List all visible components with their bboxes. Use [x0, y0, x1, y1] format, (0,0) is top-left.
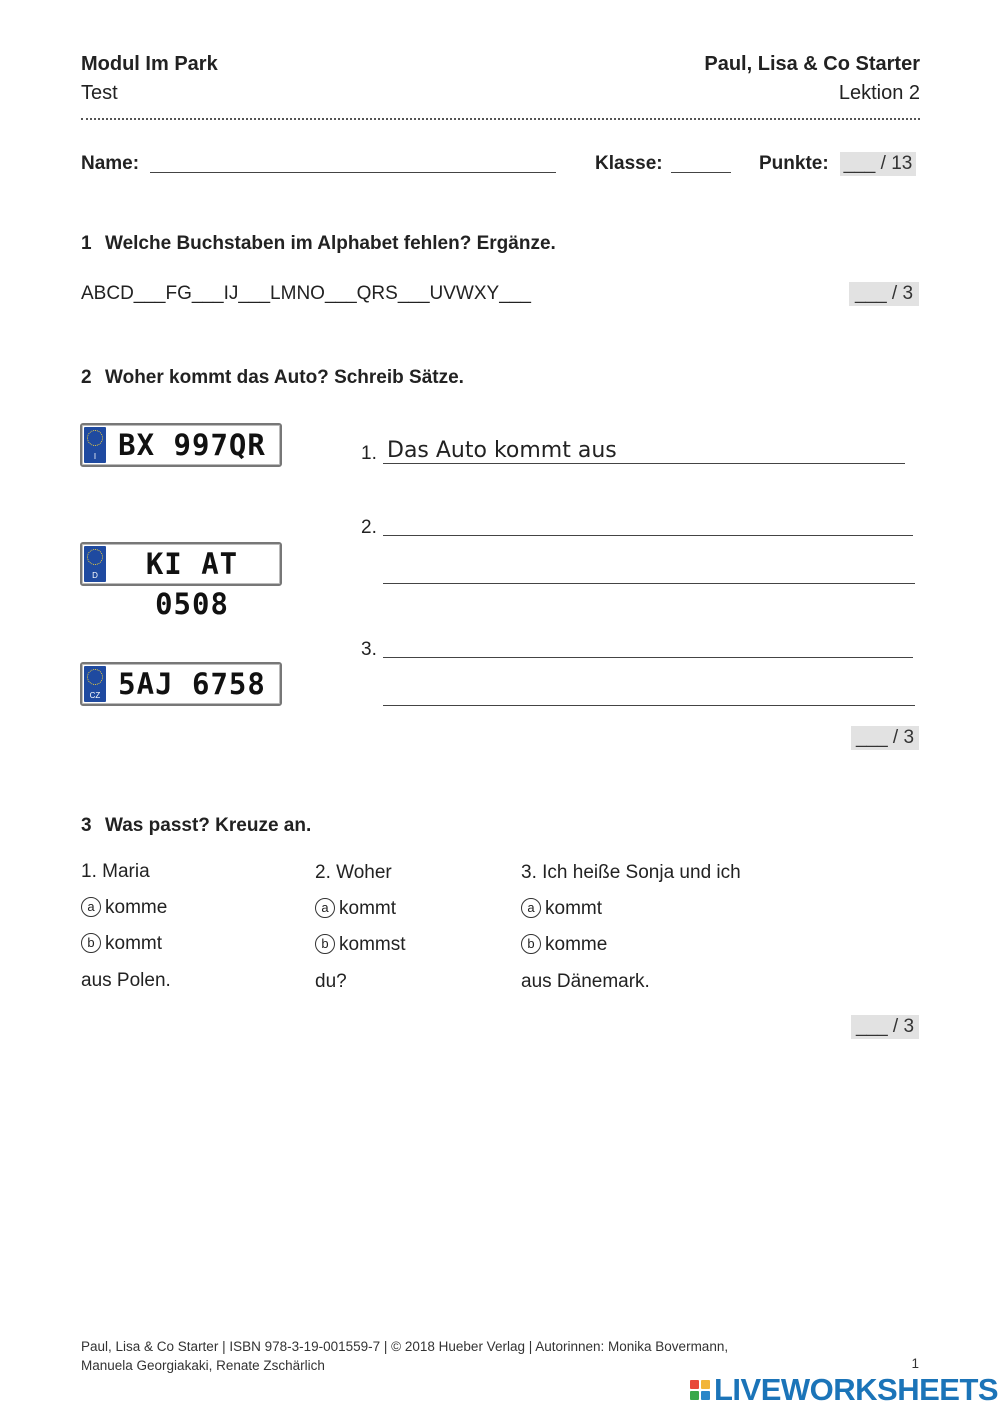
q2-answer-line-2a[interactable]	[383, 535, 913, 536]
license-plate-czech	[80, 662, 282, 706]
q3-stem-3: 3. Ich heiße Sonja und ich	[521, 862, 741, 883]
q2-title	[81, 367, 464, 389]
copyright-footer	[81, 1337, 801, 1375]
q1-title	[81, 233, 556, 255]
doc-type: Test	[81, 82, 118, 104]
q2-answer-line-3a[interactable]	[383, 657, 913, 658]
lesson-label: Lektion 2	[838, 82, 920, 104]
page-number: 1	[911, 1356, 919, 1371]
q3-text: Was passt? Kreuze an.	[105, 815, 312, 836]
name-label: Name:	[81, 153, 140, 174]
q2-score-box[interactable]: ___ / 3	[851, 726, 919, 750]
q3-option-3b[interactable]	[521, 934, 607, 956]
option-text: kommt	[339, 898, 396, 919]
q2-item-number: 3.	[361, 639, 377, 660]
license-plate-italy	[80, 423, 282, 467]
q3-tail-1: aus Polen.	[81, 970, 171, 991]
points-total-box[interactable]: ___ / 13	[840, 152, 916, 176]
option-text: kommt	[545, 898, 602, 919]
liveworksheets-logo[interactable]	[690, 1374, 998, 1406]
q3-stem-2: 2. Woher	[315, 862, 392, 883]
logo-wordmark: LIVEWORKSHEETS	[714, 1372, 999, 1407]
q2-answer-line-3b[interactable]	[383, 705, 915, 706]
q2-item-number: 2.	[361, 517, 377, 538]
circle-a-icon[interactable]: a	[81, 897, 101, 917]
q3-tail-3: aus Dänemark.	[521, 971, 650, 992]
circle-a-icon[interactable]: a	[521, 898, 541, 918]
q2-item-number: 1.	[361, 443, 377, 464]
option-text: komme	[545, 934, 608, 955]
country-code: I	[93, 452, 97, 461]
circle-b-icon[interactable]: b	[81, 933, 101, 953]
q2-text: Woher kommt das Auto? Schreib Sätze.	[105, 367, 464, 388]
q3-tail-2: du?	[315, 971, 347, 992]
q2-number: 2	[81, 367, 92, 388]
eu-flag-icon	[84, 427, 106, 463]
alphabet-row[interactable]: ABCD___FG___IJ___LMNO___QRS___UVWXY___	[81, 283, 531, 304]
circle-b-icon[interactable]: b	[315, 934, 335, 954]
country-code: D	[92, 571, 98, 580]
q3-score-box[interactable]: ___ / 3	[851, 1015, 919, 1039]
module-title: Modul Im Park	[81, 53, 218, 75]
option-text: kommst	[339, 934, 406, 955]
circle-a-icon[interactable]: a	[315, 898, 335, 918]
q3-option-2b[interactable]	[315, 934, 406, 956]
license-plate-germany	[80, 542, 282, 621]
class-input-line[interactable]	[671, 172, 731, 173]
eu-flag-icon	[84, 546, 106, 582]
q3-number: 3	[81, 815, 92, 836]
q3-option-1b[interactable]	[81, 933, 162, 955]
option-text: komme	[105, 897, 168, 918]
q2-answer-line-2b[interactable]	[383, 583, 915, 584]
plate-number: BX 997QR	[118, 428, 266, 462]
plate-number: 5AJ 6758	[118, 667, 266, 701]
country-code: CZ	[89, 691, 101, 700]
q3-option-1a[interactable]	[81, 897, 167, 919]
q3-option-2a[interactable]	[315, 898, 396, 920]
footer-line-2: Manuela Georgiakaki, Renate Zschärlich	[81, 1358, 325, 1373]
plate-number: KI AT 0508	[145, 547, 239, 621]
q1-text: Welche Buchstaben im Alphabet fehlen? Ergänze.	[105, 233, 556, 254]
option-text: kommt	[105, 933, 162, 954]
book-title: Paul, Lisa & Co Starter	[704, 53, 920, 75]
q3-option-3a[interactable]	[521, 898, 602, 920]
logo-blocks-icon	[690, 1380, 710, 1400]
name-input-line[interactable]	[150, 172, 556, 173]
header-divider	[81, 118, 920, 120]
circle-b-icon[interactable]: b	[521, 934, 541, 954]
q2-answer-1-text[interactable]: Das Auto kommt aus	[387, 438, 617, 463]
class-label: Klasse:	[595, 153, 663, 174]
footer-line-1: Paul, Lisa & Co Starter | ISBN 978-3-19-001559-7 | © 2018 Hueber Verlag | Autorinnen: Monika Bovermann,	[81, 1339, 729, 1354]
q1-score-box[interactable]: ___ / 3	[849, 282, 919, 306]
q1-number: 1	[81, 233, 92, 254]
q3-title	[81, 815, 311, 837]
q2-answer-line-1[interactable]	[383, 463, 905, 464]
q3-stem-1: 1. Maria	[81, 861, 150, 882]
points-label: Punkte:	[759, 153, 829, 174]
eu-flag-icon	[84, 666, 106, 702]
